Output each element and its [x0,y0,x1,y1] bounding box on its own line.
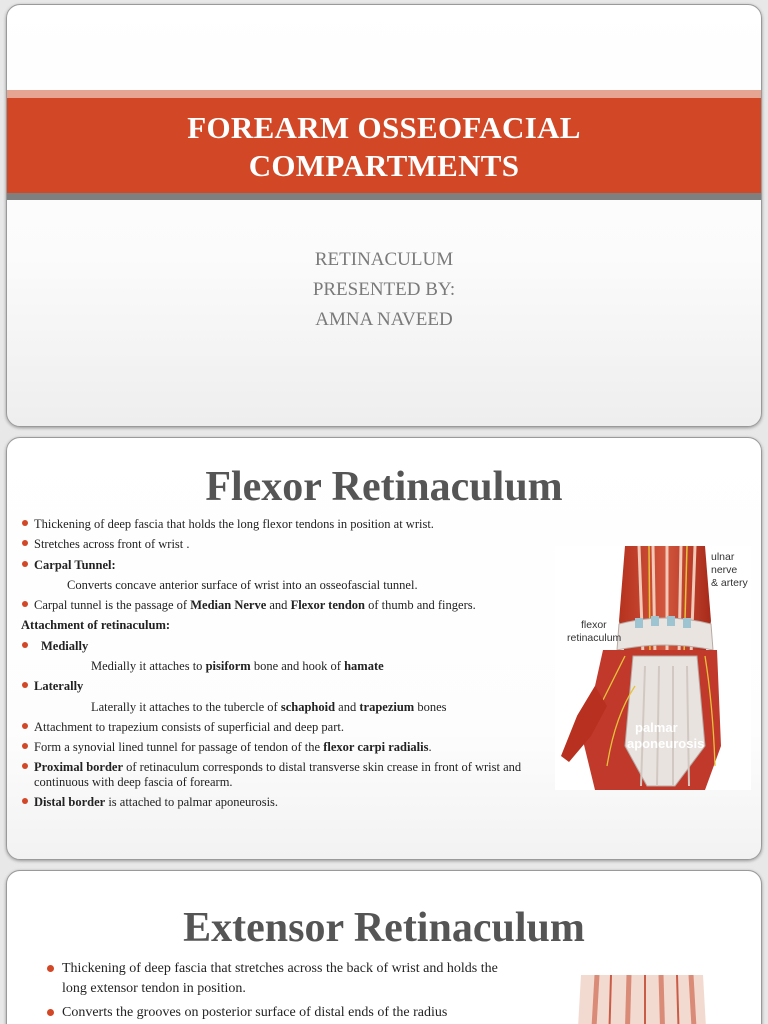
list-item: Distal border is attached to palmar aponeurosis. [21,792,546,812]
list-item: Proximal border of retinaculum corresponds to distal transverse skin crease in front of wrist and continuous with deep fascia of forearm. [21,758,546,792]
list-item: Thickening of deep fascia that stretches across the back of wrist and holds the long extensor tendon in position. [45,959,515,999]
label-aponeurosis: aponeurosis [627,736,705,751]
bullet-list [21,514,546,812]
bullet-icon [47,1009,54,1016]
title-band-shadow [7,193,761,200]
slide-heading: Extensor Retinaculum [183,905,585,951]
bullet-icon [22,642,28,648]
list-item: Carpal Tunnel: [21,555,546,575]
label-ulnar: ulnar [711,551,735,563]
list-item: Medially it attaches to pisiform bone and hook of hamate [91,659,384,674]
bullet-icon [22,723,28,729]
title-line-1: FOREARM OSSEOFACIAL [187,110,581,145]
list-item: Stretches across front of wrist . [21,534,546,554]
bullet-icon [22,682,28,688]
slide-heading: Flexor Retinaculum [205,464,563,510]
list-item: Laterally [21,676,546,696]
list-item: Converts concave anterior surface of wrist into an osseofascial tunnel. [67,577,418,592]
bullet-icon [22,763,28,769]
list-item: Attachment of retinaculum: [21,618,171,633]
bullet-icon [22,601,28,607]
flexor-retinaculum-illustration [555,546,751,790]
list-item: Carpal tunnel is the passage of Median Nerve and Flexor tendon of thumb and fingers. [21,595,546,615]
title-slide [6,4,762,427]
bullet-icon [47,965,54,972]
list-item: Attachment to trapezium consists of superficial and deep part. [21,717,546,737]
label-retinaculum: retinaculum [567,632,622,644]
bullet-icon [22,520,28,526]
title-band-highlight [7,90,761,98]
title-line-2: COMPARTMENTS [248,148,520,183]
flexor-retinaculum-slide [6,437,762,860]
label-flexor: flexor [581,619,607,631]
extensor-retinaculum-slide [6,870,762,1024]
list-item: Thickening of deep fascia that holds the long flexor tendons in position at wrist. [21,514,546,534]
subtitle-line-3: AMNA NAVEED [315,309,453,330]
label-artery: & artery [711,577,748,589]
presentation-title [7,109,761,185]
label-nerve: nerve [711,564,738,576]
list-item: Converts the grooves on posterior surface of distal ends of the radius [45,1003,515,1023]
bullet-list [45,959,515,1024]
list-item: Form a synovial lined tunnel for passage of tendon of the flexor carpi radialis. [21,737,546,757]
subtitle-line-1: RETINACULUM [314,249,454,270]
label-palmar: palmar [635,720,678,735]
extensor-retinaculum-illustration [567,975,717,1024]
bullet-icon [22,743,28,749]
list-item: Medially [21,636,546,656]
bullet-icon [22,561,28,567]
list-item: Laterally it attaches to the tubercle of schaphoid and trapezium bones [91,699,447,714]
bullet-icon [22,540,28,546]
subtitle-line-2: PRESENTED BY: [312,279,456,300]
bullet-icon [22,798,28,804]
presentation-subtitle [7,245,761,335]
